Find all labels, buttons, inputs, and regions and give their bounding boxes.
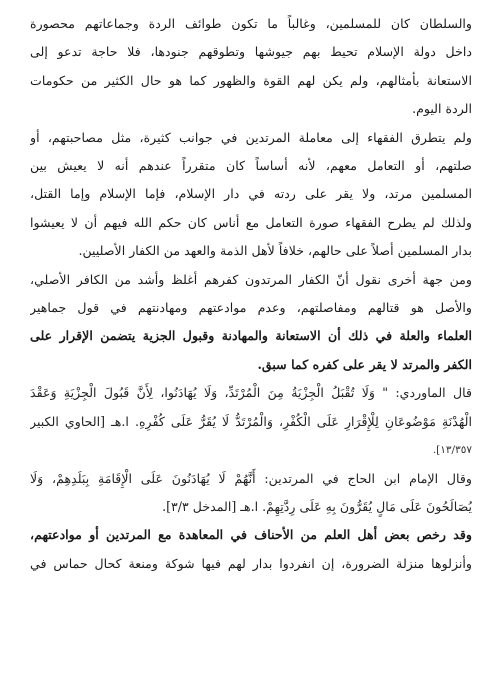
paragraph-ahnaf bbox=[30, 521, 472, 578]
text-line: صلتهم، أو التعامل معهم، لأنه أساساً كان متقرراً عندهم أنه لا يعيش بين bbox=[30, 158, 472, 174]
quote-mawardi bbox=[30, 379, 472, 464]
text-line: ولذلك لم يطرح الفقهاء صورة التعامل مع أناس كان حكم الله فيهم أن لا يعيشوا bbox=[30, 214, 472, 230]
text-line: الردة اليوم. bbox=[412, 101, 472, 117]
quote-ibn-al-hajj bbox=[30, 465, 472, 522]
bold-text-line: العلماء والعلة في ذلك أن الاستعانة والمهادنة وقبول الجزية يتضمن الإقرار على bbox=[30, 328, 472, 344]
text-line: وأنزلوها منزلة الضرورة، إن انفردوا بدار لهم فيها شوكة ومنعة كحال حماس في bbox=[30, 555, 472, 571]
citation-line: ١٣/٣٥٧]. bbox=[432, 444, 472, 457]
paragraph-fuqaha bbox=[30, 124, 472, 266]
text-line: ومن جهة أخرى نقول أنّ الكفار المرتدون كفرهم أغلظ وأشد من الكافر الأصلي، bbox=[30, 271, 472, 287]
quote-line: يُصَالَحُونَ عَلَى مَالٍ يُقَرُّونَ بِهِ عَلَى رِدَّتِهِمْ. ا.هـ [المدخل ٣/٣]. bbox=[162, 498, 472, 514]
text-line: ولم يتطرق الفقهاء إلى معاملة المرتدين في جوانب كثيرة، مثل مصاحبتهم، أو bbox=[30, 129, 472, 145]
text-line: والسلطان كان للمسلمين، وغالباً ما تكون طوائف الردة وجماعاتهم محصورة bbox=[30, 16, 472, 31]
text-line: والأصل هو قتالهم ومفاصلتهم، وعدم موادعتهم ومهادنتهم في قول جماهير bbox=[30, 300, 472, 316]
text-line: بدار المسلمين أصلاً على حالهم، خلافاً لأهل الذمة والعهد من الكفار الأصليين. bbox=[78, 243, 472, 259]
quote-line: وقال الإمام ابن الحاج في المرتدين: أَنَّهُمْ لَا يُهَادَنُونَ عَلَى الْإِقَامَةِ بِبَلَدِهِمْ، وَلَا bbox=[30, 470, 472, 486]
bold-text-line: الكفر والمرتد لا يقر على كفره كما سبق. bbox=[257, 356, 472, 372]
text-line: داخل دولة الإسلام تحيط بهم جيوشها وتطوقهم جنودها، فلا حاجة تدعو إلى bbox=[30, 44, 472, 60]
text-line: الاستعانة بأمثالهم، ولم يكن لهم القوة والظهور كما هو حال الكثير من حكومات bbox=[30, 72, 472, 88]
text-line: المسلمين مرتد، ولا يقر على ردته في دار الإسلام، فإما الإسلام وإما القتل، bbox=[30, 186, 472, 202]
bold-text-line: وقد رخص بعض أهل العلم من الأحناف في المعاهدة مع المرتدين أو موادعتهم، bbox=[30, 527, 472, 543]
quote-line: الْهُدْنَةِ مَوْضُوعَانِ لِلْإِقْرَارِ عَلَى الْكُفْرِ، وَالْمُرْتَدُّ لَا يُقَرُّ عَلَى كُفْرِهِ. ا.هـ [الحاوي الكبير bbox=[30, 413, 472, 429]
paragraph-apostates bbox=[30, 266, 472, 380]
paragraph-rule-context bbox=[30, 10, 472, 124]
quote-line: قال الماوردي: " وَلَا تُقْبَلُ الْجِزْيَةُ مِنَ الْمُرْتَدِّ، وَلَا يُهَادَنُوا، لِأَنَّ قَبُولَ الْجِزْيَةِ وَعَقْدَ bbox=[30, 385, 472, 401]
